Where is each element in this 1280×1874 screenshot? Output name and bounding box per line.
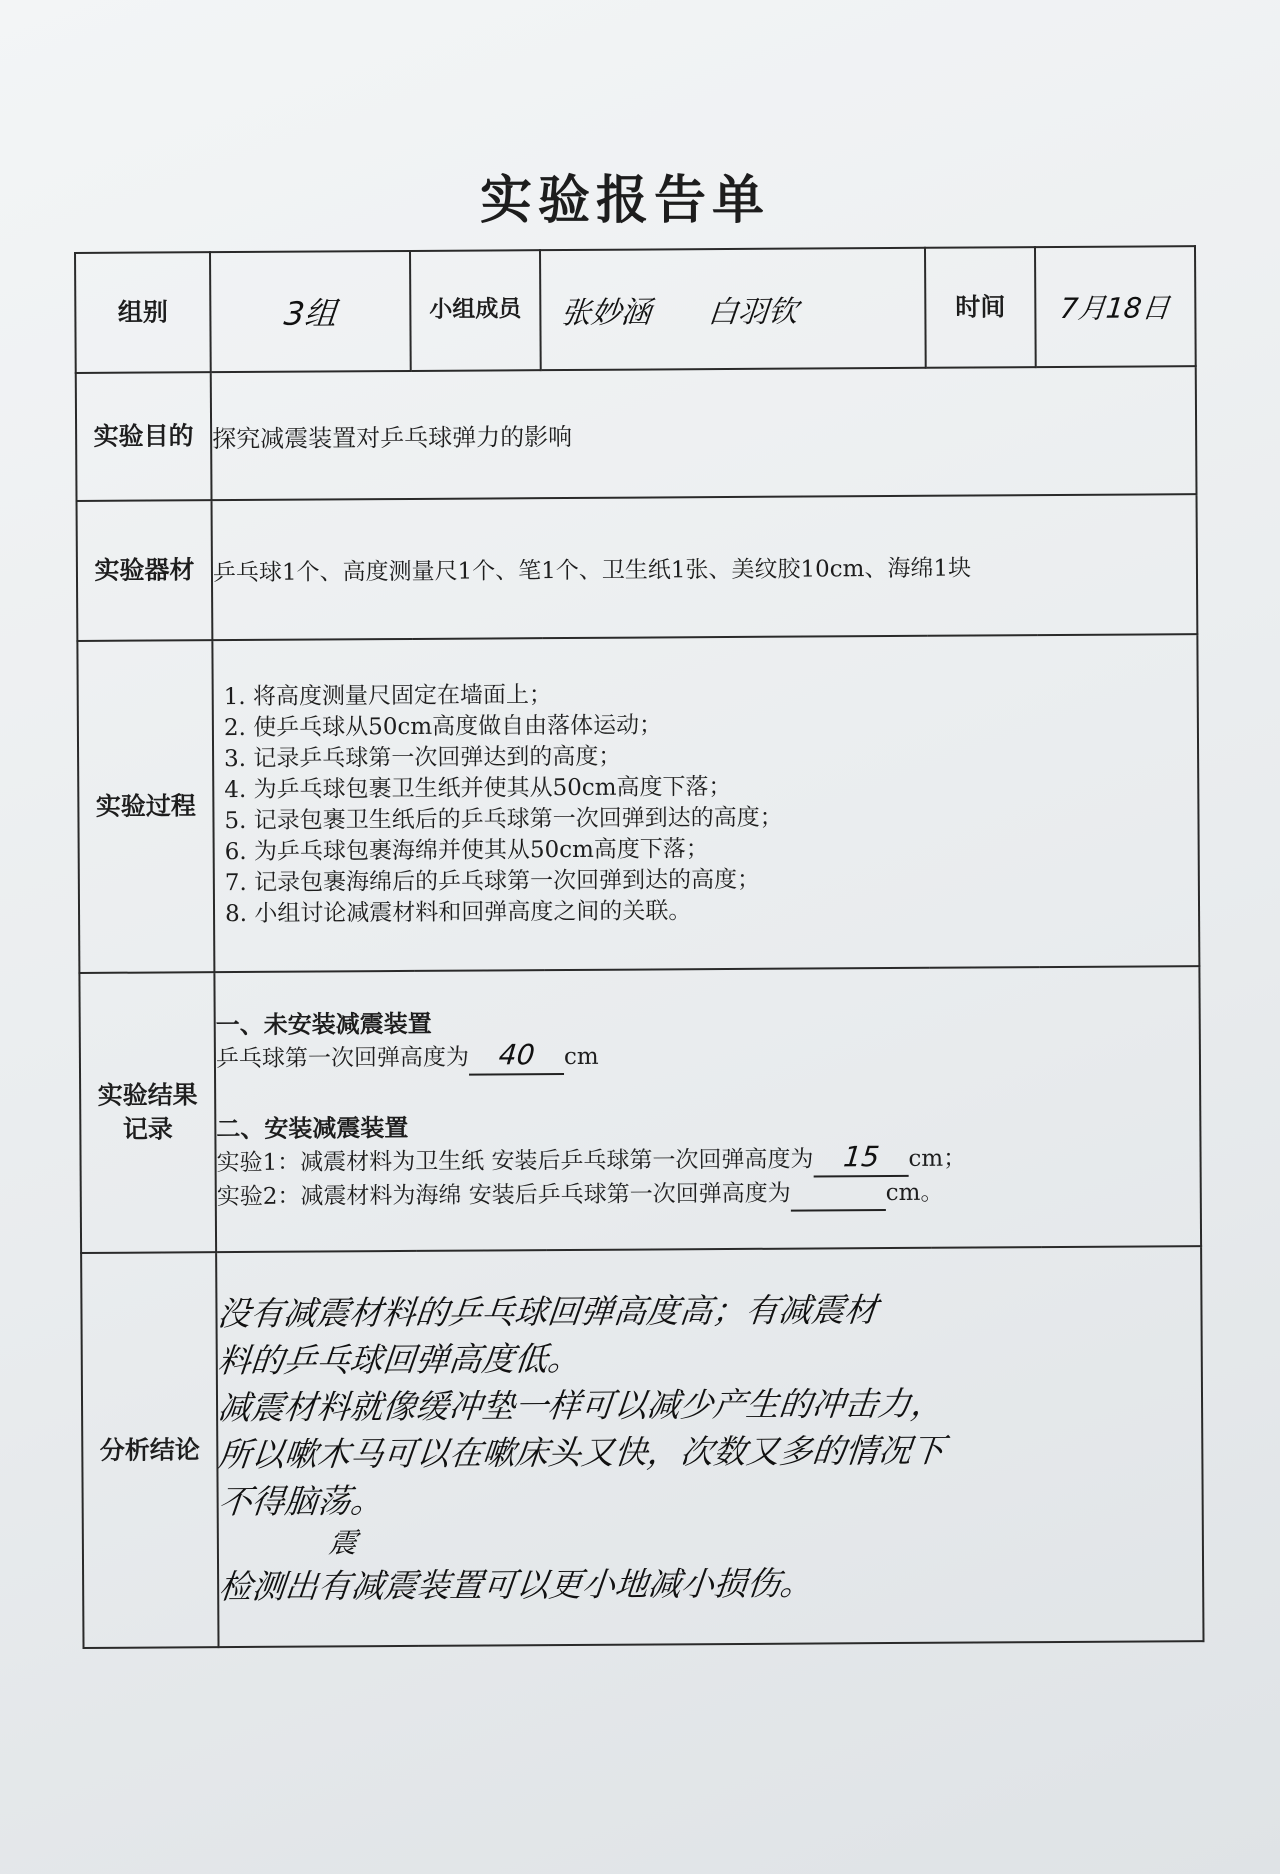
process-step: 1. 将高度测量尺固定在墙面上； (223, 682, 553, 711)
results-section1-prefix: 乒乓球第一次回弹高度为 (215, 1044, 470, 1073)
result-value-no-device: 40 (497, 1038, 536, 1072)
page-title: 实验报告单 (479, 171, 770, 231)
time-label: 时间 (925, 247, 1036, 368)
analysis-correction: 震 (327, 1525, 359, 1559)
process-steps (214, 668, 1199, 938)
results-exp1-suffix: cm； (908, 1145, 967, 1172)
purpose-row (76, 366, 1197, 501)
purpose-text: 探究减震装置对乒乓球弹力的影响 (211, 366, 1197, 500)
analysis-line: 不得脑荡。 (216, 1480, 386, 1521)
results-exp2-line (217, 1175, 1200, 1215)
members-label: 小组成员 (410, 250, 541, 371)
member-name: 张妙涵 (559, 295, 653, 332)
process-label: 实验过程 (77, 640, 214, 973)
analysis-line: 检测出有减震装置可以更小地减小损伤。 (217, 1562, 816, 1606)
results-cell (214, 966, 1201, 1252)
result-blank (813, 1141, 908, 1178)
results-exp1-prefix: 实验1：减震材料为卫生纸 安装后乒乓球第一次回弹高度为 (216, 1146, 814, 1177)
header-row (75, 246, 1196, 373)
analysis-cell (216, 1246, 1203, 1647)
results-label-line: 实验结果 (97, 1080, 198, 1111)
result-blank (791, 1177, 886, 1212)
group-label: 组别 (75, 252, 211, 373)
process-step: 2. 使乒乓球从50cm高度做自由落体运动； (223, 712, 663, 742)
result-value-tissue: 15 (841, 1140, 881, 1174)
materials-text: 乒乓球1个、高度测量尺1个、笔1个、卫生纸1张、美纹胶10cm、海绵1块 (212, 494, 1198, 640)
analysis-line: 没有减震材料的乒乓球回弹高度高；有减震材 (215, 1289, 880, 1333)
report-table (74, 245, 1205, 1649)
results-exp1-line (216, 1139, 1199, 1181)
group-value-cell (210, 251, 411, 372)
analysis-line: 减震材料就像缓冲垫一样可以减少产生的冲击力， (216, 1383, 946, 1427)
member-name: 白羽钦 (706, 294, 800, 331)
process-step: 6. 为乒乓球包裹海绵并使其从50cm高度下落； (224, 836, 709, 866)
results-label (79, 972, 216, 1253)
materials-row (77, 494, 1198, 641)
process-step: 8. 小组讨论减震材料和回弹高度之间的关联。 (224, 898, 692, 928)
time-value: 7月18日 (1058, 291, 1172, 325)
analysis-line: 所以嗽木马可以在嗽床头又快，次数又多的情况下 (216, 1430, 947, 1474)
process-step: 3. 记录乒乓球第一次回弹达到的高度； (224, 743, 622, 773)
group-value: 3组 (282, 294, 339, 333)
process-step: 5. 记录包裹卫生纸后的乒乓球第一次回弹到达的高度； (224, 804, 783, 835)
results-exp2-suffix: cm。 (885, 1179, 944, 1207)
members-cell (540, 248, 926, 370)
materials-label: 实验器材 (77, 500, 213, 641)
results-section2-title: 二、安装减震装置 (216, 1112, 409, 1144)
analysis-line: 料的乒乓球回弹高度低。 (215, 1338, 583, 1380)
process-step: 4. 为乒乓球包裹卫生纸并使其从50cm高度下落； (224, 773, 732, 804)
process-cell (212, 634, 1199, 972)
report-sheet (74, 245, 1203, 1649)
analysis-row (81, 1246, 1203, 1648)
results-section1-title: 一、未安装减震装置 (215, 1008, 432, 1040)
results-row (79, 966, 1201, 1253)
results-exp2-prefix: 实验2：减震材料为海绵 安装后乒乓球第一次回弹高度为 (216, 1180, 791, 1211)
result-blank (469, 1039, 564, 1076)
purpose-label: 实验目的 (76, 372, 212, 501)
process-step: 7. 记录包裹海绵后的乒乓球第一次回弹到达的高度； (224, 866, 761, 897)
time-value-cell (1035, 246, 1196, 367)
process-row (77, 634, 1199, 973)
results-label-line: 记录 (122, 1114, 173, 1144)
unit-text: cm (563, 1043, 599, 1071)
analysis-label: 分析结论 (81, 1252, 218, 1648)
results-section1-line (216, 1035, 1199, 1077)
